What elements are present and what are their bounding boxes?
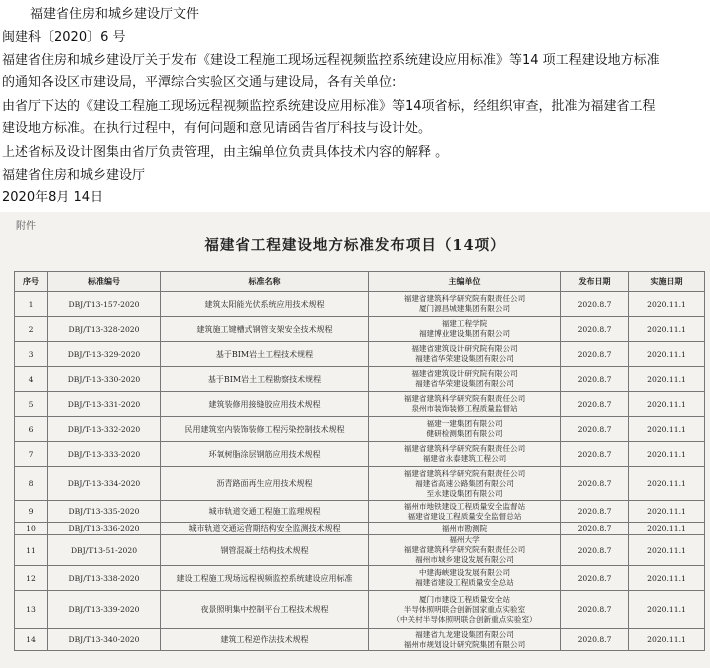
row-units	[369, 629, 561, 651]
row-code: DBJ/T-13-329-2020	[48, 342, 161, 367]
row-pub-date: 2020.8.7	[561, 442, 629, 467]
notice-body-line-1: 由省厅下达的《建设工程施工现场远程视频监控系统建设应用标准》等14项省标，经组织审查，批准为福建省工程	[2, 99, 656, 114]
row-units	[369, 317, 561, 342]
row-eff-date: 2020.11.1	[629, 566, 705, 591]
table-header-row	[15, 272, 705, 292]
row-name: 建筑施工键槽式钢管支架安全技术规程	[161, 317, 369, 342]
row-name: 建筑装修用接缝胶应用技术规程	[161, 392, 369, 417]
row-no: 9	[15, 501, 48, 523]
row-code: DBJ/T13-339-2020	[48, 591, 161, 629]
table-row	[15, 467, 705, 501]
row-units	[369, 292, 561, 317]
unit-line: 福建省建筑科学研究院有限责任公司	[403, 294, 526, 303]
row-eff-date: 2020.11.1	[629, 442, 705, 467]
notice-body-line-2: 建设地方标准。在执行过程中，有何问题和意见请函告省厅科技与设计处。	[2, 121, 432, 136]
row-no: 10	[15, 523, 48, 535]
row-units	[369, 467, 561, 501]
unit-line: 福建省建设工程质量安全监督总站	[407, 511, 522, 521]
unit-line: 福州市城乡建设发展有限公司	[415, 555, 514, 564]
table-row	[15, 392, 705, 417]
row-name: 城市轨道交通工程施工监理规程	[161, 501, 369, 523]
unit-line: 至永建设集团有限公司	[426, 488, 503, 498]
header-code: 标准编号	[48, 272, 161, 292]
unit-line: 健研检测集团有限公司	[426, 429, 503, 438]
row-name: 基于BIM岩土工程技术规程	[161, 342, 369, 367]
header-eff-date: 实施日期	[629, 272, 705, 292]
table-row	[15, 591, 705, 629]
row-eff-date: 2020.11.1	[629, 342, 705, 367]
row-no: 11	[15, 535, 48, 566]
row-eff-date: 2020.11.1	[629, 292, 705, 317]
row-pub-date: 2020.8.7	[561, 292, 629, 317]
row-units	[369, 417, 561, 442]
unit-line: 福建省建筑科学研究院有限责任公司	[403, 444, 526, 453]
unit-line: 福建省华荣建设集团有限公司	[415, 354, 514, 363]
unit-line: 福建省建筑科学研究院有限责任公司	[403, 394, 526, 403]
row-units	[369, 367, 561, 392]
row-name: 基于BIM岩土工程勘察技术规程	[161, 367, 369, 392]
row-no: 2	[15, 317, 48, 342]
row-pub-date: 2020.8.7	[561, 591, 629, 629]
row-pub-date: 2020.8.7	[561, 501, 629, 523]
row-pub-date: 2020.8.7	[561, 467, 629, 501]
row-pub-date: 2020.8.7	[561, 392, 629, 417]
row-pub-date: 2020.8.7	[561, 535, 629, 566]
issuer-name: 福建省住房和城乡建设厅	[2, 168, 146, 183]
row-name: 城市轨道交通运营期结构安全监测技术规程	[161, 523, 369, 535]
unit-line: 中建海峡建设发展有限公司	[418, 568, 511, 577]
row-pub-date: 2020.8.7	[561, 523, 629, 535]
row-eff-date: 2020.11.1	[629, 392, 705, 417]
row-name: 钢管混凝土结构技术规程	[161, 535, 369, 566]
row-code: DBJ/T-13-330-2020	[48, 367, 161, 392]
document-header: 福建省住房和城乡建设厅文件	[30, 7, 200, 22]
row-pub-date: 2020.8.7	[561, 367, 629, 392]
unit-line: 福建省建筑设计研究院有限公司	[411, 344, 518, 353]
row-code: DBJ/T-13-334-2020	[48, 467, 161, 501]
row-pub-date: 2020.8.7	[561, 417, 629, 442]
row-eff-date: 2020.11.1	[629, 467, 705, 501]
issue-date: 2020年8月 14日	[2, 190, 104, 205]
row-name: 建设工程施工现场远程视频监控系统建设应用标准	[161, 566, 369, 591]
row-code: DBJ/T13-335-2020	[48, 501, 161, 523]
row-code: DBJ/T-13-331-2020	[48, 392, 161, 417]
row-code: DBJ/T13-340-2020	[48, 629, 161, 651]
unit-line: 福州市规划设计研究院集团有限公司	[403, 639, 526, 649]
row-units	[369, 501, 561, 523]
row-name: 民用建筑室内装饰装修工程污染控制技术规程	[161, 417, 369, 442]
row-pub-date: 2020.8.7	[561, 629, 629, 651]
unit-line: 福建省九龙建设集团有限公司	[415, 629, 514, 639]
row-name: 沥青路面再生应用技术规程	[161, 467, 369, 501]
row-eff-date: 2020.11.1	[629, 523, 705, 535]
notice-body-line-3: 上述省标及设计图集由省厅负责管理，由主编单位负责具体技术内容的解释 。	[2, 145, 449, 160]
table-row	[15, 367, 705, 392]
unit-line: 福州大学	[449, 535, 480, 544]
row-name: 环氧树脂涂层钢筋应用技术规程	[161, 442, 369, 467]
row-code: DBJ/T13-328-2020	[48, 317, 161, 342]
document-number: 闽建科〔2020〕6 号	[2, 30, 126, 45]
row-code: DBJ/T13-336-2020	[48, 523, 161, 535]
header-no: 序号	[15, 272, 48, 292]
table-row	[15, 317, 705, 342]
unit-line: 福建工程学院	[441, 319, 488, 328]
row-eff-date: 2020.11.1	[629, 317, 705, 342]
table-row	[15, 523, 705, 535]
row-units	[369, 392, 561, 417]
row-code: DBJ/T-13-332-2020	[48, 417, 161, 442]
row-units	[369, 442, 561, 467]
row-no: 3	[15, 342, 48, 367]
notice-intro-line-1: 福建省住房和城乡建设厅关于发布《建设工程施工现场远程视频监控系统建设应用标准》等14 项工程建设地方标准	[2, 53, 660, 68]
table-row	[15, 342, 705, 367]
attachment-title: 福建省工程建设地方标准发布项目（14项）	[204, 237, 506, 254]
table-row	[15, 629, 705, 651]
table-row	[15, 566, 705, 591]
row-eff-date: 2020.11.1	[629, 535, 705, 566]
notice-intro-line-2: 的通知各设区市建设局，平潭综合实验区交通与建设局，各有关单位:	[2, 75, 397, 90]
row-code: DBJ/T13-338-2020	[48, 566, 161, 591]
table-row	[15, 535, 705, 566]
header-units: 主编单位	[369, 272, 561, 292]
row-pub-date: 2020.8.7	[561, 566, 629, 591]
row-pub-date: 2020.8.7	[561, 342, 629, 367]
unit-line: 福建省建筑科学研究院有限责任公司	[403, 468, 526, 478]
row-units	[369, 523, 561, 535]
header-name: 标准名称	[161, 272, 369, 292]
unit-line: （中关村半导体照明联合创新重点实验室）	[392, 614, 537, 624]
row-eff-date: 2020.11.1	[629, 501, 705, 523]
row-code: DBJ/T13-51-2020	[48, 535, 161, 566]
table-row	[15, 442, 705, 467]
row-name: 夜景照明集中控制平台工程技术规程	[161, 591, 369, 629]
attachment-label: 附件	[16, 221, 36, 232]
row-eff-date: 2020.11.1	[629, 367, 705, 392]
unit-line: 福建省建筑设计研究院有限公司	[411, 369, 518, 378]
attachment-scan	[0, 212, 710, 668]
table-row	[15, 501, 705, 523]
row-name: 建筑工程逆作法技术规程	[161, 629, 369, 651]
row-no: 14	[15, 629, 48, 651]
row-eff-date: 2020.11.1	[629, 591, 705, 629]
row-name: 建筑太阳能光伏系统应用技术规程	[161, 292, 369, 317]
unit-line: 福州市勘测院	[441, 523, 488, 533]
row-code: DBJ/T-13-333-2020	[48, 442, 161, 467]
table-row	[15, 292, 705, 317]
unit-line: 福建省高速公路集团有限公司	[415, 478, 514, 488]
row-no: 1	[15, 292, 48, 317]
row-units	[369, 566, 561, 591]
standards-table	[14, 271, 705, 651]
row-pub-date: 2020.8.7	[561, 317, 629, 342]
unit-line: 福建省永泰建筑工程公司	[422, 454, 507, 463]
row-no: 4	[15, 367, 48, 392]
unit-line: 厦门市建设工程质量安全站	[418, 594, 511, 604]
row-eff-date: 2020.11.1	[629, 629, 705, 651]
unit-line: 半导体照明联合创新国家重点实验室	[403, 604, 526, 614]
header-pub-date: 发布日期	[561, 272, 629, 292]
row-units	[369, 535, 561, 566]
unit-line: 泉州市装饰装修工程质量监督站	[411, 404, 518, 413]
row-no: 5	[15, 392, 48, 417]
row-units	[369, 342, 561, 367]
unit-line: 福州市地铁建设工程质量安全监督站	[403, 501, 526, 511]
row-eff-date: 2020.11.1	[629, 417, 705, 442]
row-units	[369, 591, 561, 629]
row-no: 6	[15, 417, 48, 442]
unit-line: 福建省建筑科学研究院有限责任公司	[403, 545, 526, 554]
row-code: DBJ/T13-157-2020	[48, 292, 161, 317]
row-no: 8	[15, 467, 48, 501]
table-row	[15, 417, 705, 442]
row-no: 7	[15, 442, 48, 467]
unit-line: 福建一建集团有限公司	[426, 419, 503, 428]
unit-line: 厦门源昌城建集团有限公司	[418, 304, 511, 313]
row-no: 12	[15, 566, 48, 591]
row-no: 13	[15, 591, 48, 629]
unit-line: 福建省建设工程质量安全总站	[415, 578, 514, 587]
unit-line: 福建博业建设集团有限公司	[418, 329, 511, 338]
unit-line: 福建省华荣建设集团有限公司	[415, 379, 514, 388]
